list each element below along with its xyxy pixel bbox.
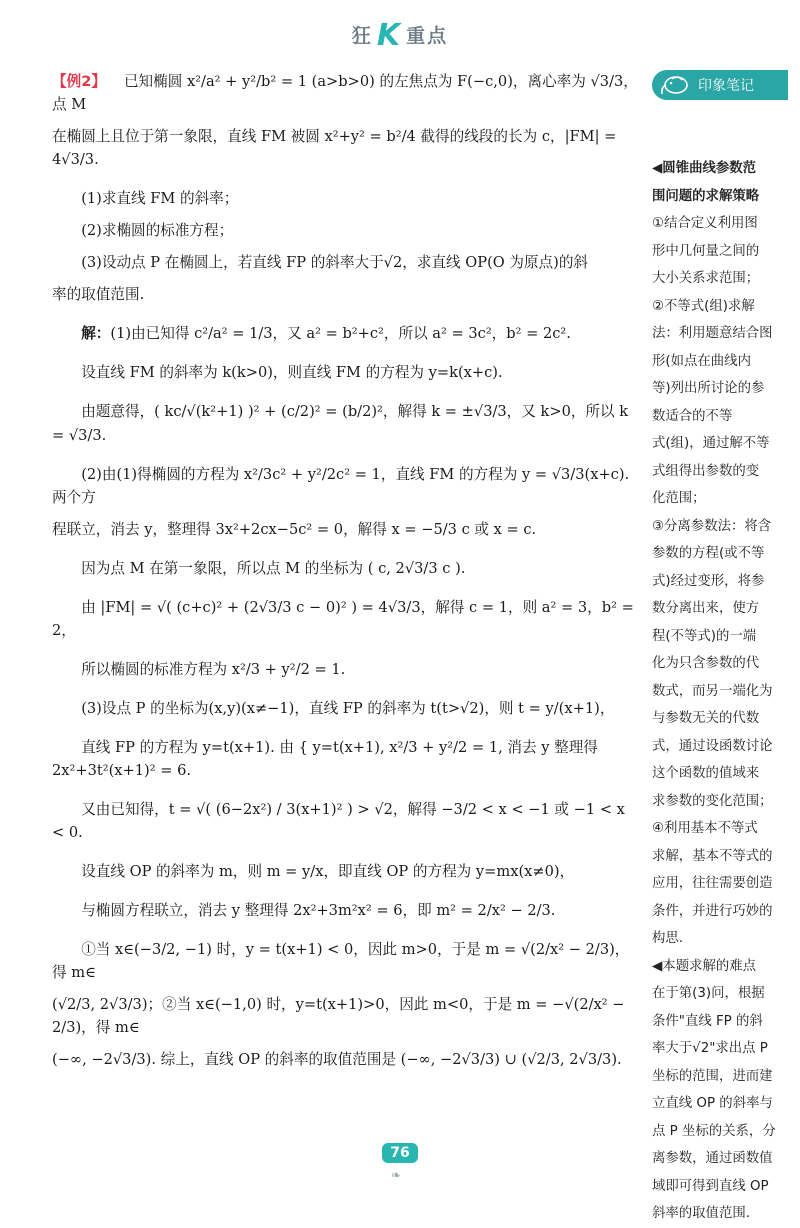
page-header xyxy=(0,18,800,53)
solution-step-5: 因为点 M 在第一象限，所以点 M 的坐标为 ( c, 2√3/3 c ). xyxy=(81,559,466,577)
side-note-line: 式)经过变形，将参 xyxy=(652,573,765,589)
side-note-line: ◀圆锥曲线参数范 xyxy=(652,161,757,176)
solution-step-2: 设直线 FM 的斜率为 k(k>0)，则直线 FM 的方程为 y=k(x+c). xyxy=(81,364,503,382)
solution-step-13-line-1: ①当 x∈(−3/2, −1) 时，y = t(x+1) < 0，因此 m>0，于是 m = √(2/x² − 2/3)，得 m∈ xyxy=(52,941,630,982)
side-note-line: 条件"直线 FP 的斜 xyxy=(652,1013,763,1029)
side-notes-header xyxy=(652,70,788,100)
side-note-line: ①结合定义利用图 xyxy=(652,216,758,231)
solution-step-12: 与椭圆方程联立，消去 y 整理得 2x²+3m²x² = 6，即 m² = 2/x² − 2/3. xyxy=(81,902,556,920)
solution-step-11: 设直线 OP 的斜率为 m，则 m = y/x，即直线 OP 的方程为 y=mx(x≠0)， xyxy=(81,863,575,881)
example-statement-line-2: 在椭圆上且位于第一象限，直线 FM 被圆 x²+y² = b²/4 截得的线段的长为 c，|FM| = 4√3/3. xyxy=(52,128,617,169)
side-note-line: 数适合的不等 xyxy=(652,408,733,424)
question-3-line-1: (3)设动点 P 在椭圆上，若直线 FP 的斜率大于√2，求直线 OP(O 为原点)的斜 xyxy=(81,254,589,272)
side-note-line: 法：利用题意结合图 xyxy=(652,326,773,341)
question-1: (1)求直线 FM 的斜率； xyxy=(81,190,239,208)
example-tag: 【例2】 xyxy=(52,73,106,90)
side-note-line: 形(如点在曲线内 xyxy=(652,353,751,369)
side-note-line: 化范围； xyxy=(652,491,706,506)
main-content xyxy=(52,70,640,1080)
header-k-logo: K xyxy=(376,18,403,53)
side-note-line: 这个函数的值域来 xyxy=(652,766,760,781)
side-note-line: 条件，并进行巧妙的 xyxy=(652,903,773,919)
side-note-line: 与参数无关的代数 xyxy=(652,711,760,726)
header-left: 狂 xyxy=(351,25,373,47)
question-3-line-2: 率的取值范围. xyxy=(52,286,145,304)
side-note-line: 形中几何量之间的 xyxy=(652,243,760,259)
side-note-line: 域即可得到直线 OP xyxy=(652,1178,769,1194)
side-note-line: 应用，往往需要创造 xyxy=(652,876,773,891)
side-note-line: 立直线 OP 的斜率与 xyxy=(652,1096,773,1111)
solution-step-6: 由 |FM| = √( (c+c)² + (2√3/3 c − 0)² ) = 4√3/3，解得 c = 1，则 a² = 3，b² = 2， xyxy=(52,598,634,639)
side-note-line: ◀本题求解的难点 xyxy=(652,958,757,974)
example-statement-line-1: 【例2】 已知椭圆 x²/a² + y²/b² = 1 (a>b>0) 的左焦点为 F(−c,0)，离心率为 √3/3，点 M xyxy=(52,70,640,116)
solution-step-8: (3)设点 P 的坐标为(x,y)(x≠−1)，直线 FP 的斜率为 t(t>√2)，则 t = y/(x+1)， xyxy=(81,699,615,717)
side-note-line: 率大于√2"求出点 P xyxy=(652,1041,768,1056)
side-note-line: 式，通过设函数讨论 xyxy=(652,738,773,754)
solution-label: 解： xyxy=(81,325,111,343)
solution-step-3: 由题意得，( kc/√(k²+1) )² + (c/2)² = (b/2)²，解得 k = ±√3/3，又 k>0，所以 k = √3/3. xyxy=(52,403,629,444)
side-note-line: 离参数，通过函数值 xyxy=(652,1151,773,1166)
page-number-badge xyxy=(0,1142,800,1163)
side-note-line: 在于第(3)问，根据 xyxy=(652,986,765,1001)
page-number: 76 xyxy=(382,1143,417,1163)
side-note-line: ③分离参数法：将含 xyxy=(652,518,772,534)
side-notes-body xyxy=(652,155,788,1228)
solution-step-4-line-2: 程联立，消去 y，整理得 3x²+2cx−5c² = 0，解得 x = −5/3 c 或 x = c. xyxy=(52,520,537,538)
side-note-line: 式(组)，通过解不等 xyxy=(652,436,770,451)
solution-step-13-line-2: (√2/3, 2√3/3)；②当 x∈(−1,0) 时，y=t(x+1)>0，因此 m<0，于是 m = −√(2/x² − 2/3)，得 m∈ xyxy=(52,996,625,1037)
side-note-line: 数式，而另一端化为 xyxy=(652,683,773,699)
side-note-line: 等)列出所讨论的参 xyxy=(652,381,765,396)
side-note-line: 大小关系求范围； xyxy=(652,271,760,286)
side-notes xyxy=(652,70,788,1221)
side-notes-title: 印象笔记 xyxy=(698,78,754,94)
side-note-line: 数分离出来，使方 xyxy=(652,601,760,616)
solution-step-9: 直线 FP 的方程为 y=t(x+1). 由 { y=t(x+1), x²/3 + y²/2 = 1, 消去 y 整理得 2x²+3t²(x+1)² = 6. xyxy=(52,738,598,779)
side-note-line: 构思. xyxy=(652,931,684,946)
solution-step-13-line-3: (−∞, −2√3/3). 综上，直线 OP 的斜率的取值范围是 (−∞, −2√3/3) ∪ (√2/3, 2√3/3). xyxy=(52,1051,622,1069)
side-note-line: 式组得出参数的变 xyxy=(652,463,760,479)
solution-step-4-line-1: (2)由(1)得椭圆的方程为 x²/3c² + y²/2c² = 1，直线 FM 的方程为 y = √3/3(x+c). 两个方 xyxy=(52,465,630,506)
side-note-line: ④利用基本不等式 xyxy=(652,821,758,836)
side-note-line: 坐标的范围，进而建 xyxy=(652,1068,773,1084)
elephant-icon xyxy=(658,73,692,97)
side-note-line: 求参数的变化范围； xyxy=(652,793,773,809)
side-note-line: 围问题的求解策略 xyxy=(652,188,760,204)
bird-icon: ❧ xyxy=(391,1168,402,1182)
side-note-line: ②不等式(组)求解 xyxy=(652,298,755,314)
solution-step-7: 所以椭圆的标准方程为 x²/3 + y²/2 = 1. xyxy=(81,660,346,678)
question-2: (2)求椭圆的标准方程； xyxy=(81,222,234,240)
solution-step-1: 解：(1)由已知得 c²/a² = 1/3，又 a² = b²+c²，所以 a² = 3c²，b² = 2c². xyxy=(81,325,571,343)
side-note-line: 求解，基本不等式的 xyxy=(652,848,773,864)
side-note-line: 程(不等式)的一端 xyxy=(652,628,757,644)
side-note-line: 参数的方程(或不等 xyxy=(652,546,765,561)
side-note-line: 化为只含参数的代 xyxy=(652,656,760,671)
header-right: 重点 xyxy=(406,25,449,47)
solution-step-10: 又由已知得，t = √( (6−2x²) / 3(x+1)² ) > √2，解得 −3/2 < x < −1 或 −1 < x < 0. xyxy=(52,801,625,842)
side-note-line: 斜率的取值范围. xyxy=(652,1206,750,1221)
side-note-line: 点 P 坐标的关系，分 xyxy=(652,1123,776,1139)
